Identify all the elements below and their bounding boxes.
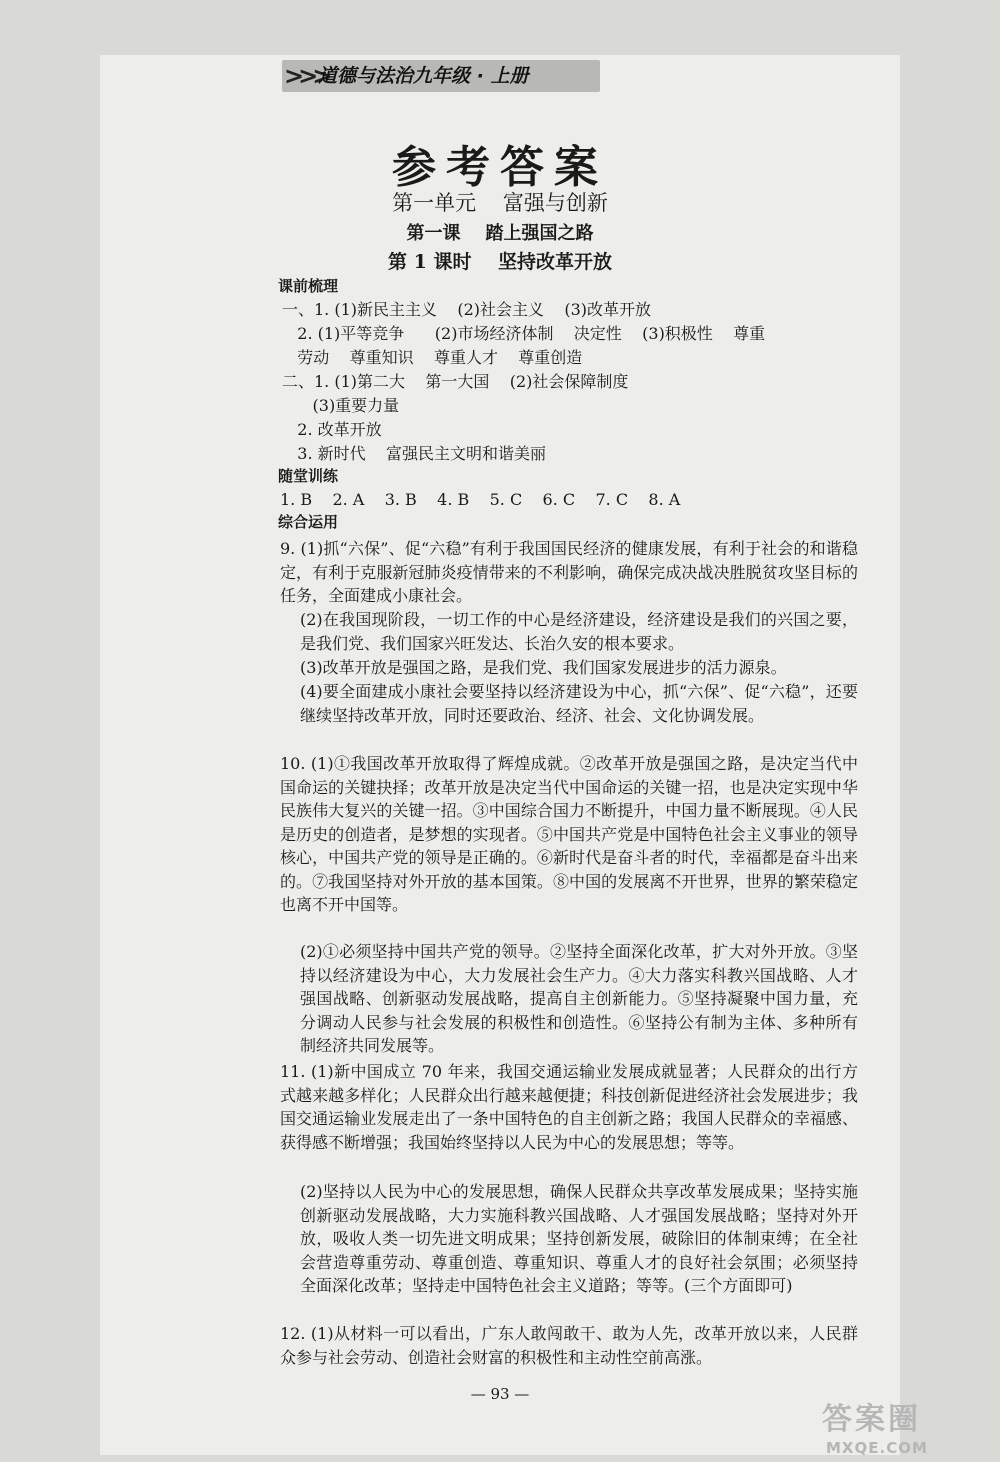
section-pre-class: 课前梳理 <box>278 277 339 295</box>
section-comprehensive: 综合运用 <box>278 513 339 531</box>
unit-title: 第一单元 富强与创新 <box>392 191 608 215</box>
answer-paragraph: (2)坚持以人民为中心的发展思想，确保人民群众共享改革发展成果；坚持实施创新驱动发展战略，大力实施科教兴国战略、人才强国发展战略；坚持对外开放，吸收人类一切先进文明成果；坚持创新发展，破除旧的体制束缚；在全社会营造尊重劳动、尊重创造、尊重知识、尊重人才的良好社会氛围；必须坚持全面深化改革；坚持走中国特色社会主义道路；等等。(三个方面即可) <box>300 1182 858 1295</box>
answer-paragraph: (2)①必须坚持中国共产党的领导。②坚持全面深化改革，扩大对外开放。③坚持以经济建设为中心，大力发展社会生产力。④大力落实科教兴国战略、人才强国战略、创新驱动发展战略，提高自主创新能力。⑤坚持凝聚中国力量，充分调动人民参与社会发展的积极性和创造性。⑥坚持公有制为主体、多种所有制经济共同发展等。 <box>300 942 858 1055</box>
chevron-arrows-icon: >>> <box>284 62 327 90</box>
pre-class-line: (3)重要力量 <box>282 396 400 415</box>
answer-paragraph: (4)要全面建成小康社会要坚持以经济建设为中心，抓“六保”、促“六稳”，还要继续坚持改革开放，同时还要政治、经济、社会、文化协调发展。 <box>300 682 858 725</box>
watermark-logo-text: 答案圈 <box>822 1402 921 1437</box>
period-title: 第 1 课时 坚持改革开放 <box>388 251 612 273</box>
lesson-title: 第一课 踏上强国之路 <box>406 223 594 244</box>
answer-paragraph: 9. (1)抓“六保”、促“六稳”有利于我国国民经济的健康发展，有利于社会的和谐稳定，有利于克服新冠肺炎疫情带来的不利影响，确保完成决战决胜脱贫攻坚目标的任务，全面建成小康社会。 <box>280 539 858 605</box>
book-title-header: 道德与法治九年级 · 上册 <box>318 65 529 87</box>
pre-class-line: 一、1. (1)新民主主义 (2)社会主义 (3)改革开放 <box>282 300 652 319</box>
pre-class-line: 二、1. (1)第二大 第一大国 (2)社会保障制度 <box>282 372 629 391</box>
pre-class-line: 2. (1)平等竞争 (2)市场经济体制 决定性 (3)积极性 尊重 <box>282 324 766 343</box>
watermark-site-text: MXQE.COM <box>826 1439 928 1457</box>
answer-paragraph: (3)改革开放是强国之路，是我们党、我们国家发展进步的活力源泉。 <box>300 658 787 677</box>
page-number: — 93 — <box>470 1385 530 1403</box>
pre-class-line: 2. 改革开放 <box>282 420 382 439</box>
answer-paragraph: 10. (1)①我国改革开放取得了辉煌成就。②改革开放是强国之路，是决定当代中国命运的关键抉择；改革开放是决定当代中国命运的关键一招，也是决定实现中华民族伟大复兴的关键一招。③中国综合国力不断提升，中国力量不断展现。④人民是历史的创造者，是梦想的实现者。⑤中国共产党是中国特色社会主义事业的领导核心，中国共产党的领导是正确的。⑥新时代是奋斗者的时代，幸福都是奋斗出来的。⑦我国坚持对外开放的基本国策。⑧中国的发展离不开世界，世界的繁荣稳定也离不开中国等。 <box>280 754 858 914</box>
answer-paragraph: (2)在我国现阶段，一切工作的中心是经济建设，经济建设是我们的兴国之要，是我们党、我们国家兴旺发达、长治久安的根本要求。 <box>300 610 858 653</box>
answer-paragraph: 12. (1)从材料一可以看出，广东人敢闯敢干、敢为人先，改革开放以来，人民群众参与社会劳动、创造社会财富的积极性和主动性空前高涨。 <box>280 1324 858 1367</box>
answer-paragraph: 11. (1)新中国成立 70 年来，我国交通运输业发展成就显著；人民群众的出行方式越来越多样化；人民群众出行越来越便捷；科技创新促进经济社会发展进步；我国交通运输业发展走出了一条中国特色的自主创新之路；我国人民群众的幸福感、获得感不断增强；我国始终坚持以人民为中心的发展思想；等等。 <box>280 1062 858 1152</box>
section-in-class: 随堂训练 <box>278 467 339 485</box>
page-title: 参考答案 <box>392 142 608 193</box>
in-class-answers: 1. B 2. A 3. B 4. B 5. C 6. C 7. C 8. A <box>280 490 681 509</box>
pre-class-line: 3. 新时代 富强民主文明和谐美丽 <box>282 444 546 463</box>
pre-class-line: 劳动 尊重知识 尊重人才 尊重创造 <box>282 348 583 367</box>
watermark-stamp <box>822 1402 972 1458</box>
